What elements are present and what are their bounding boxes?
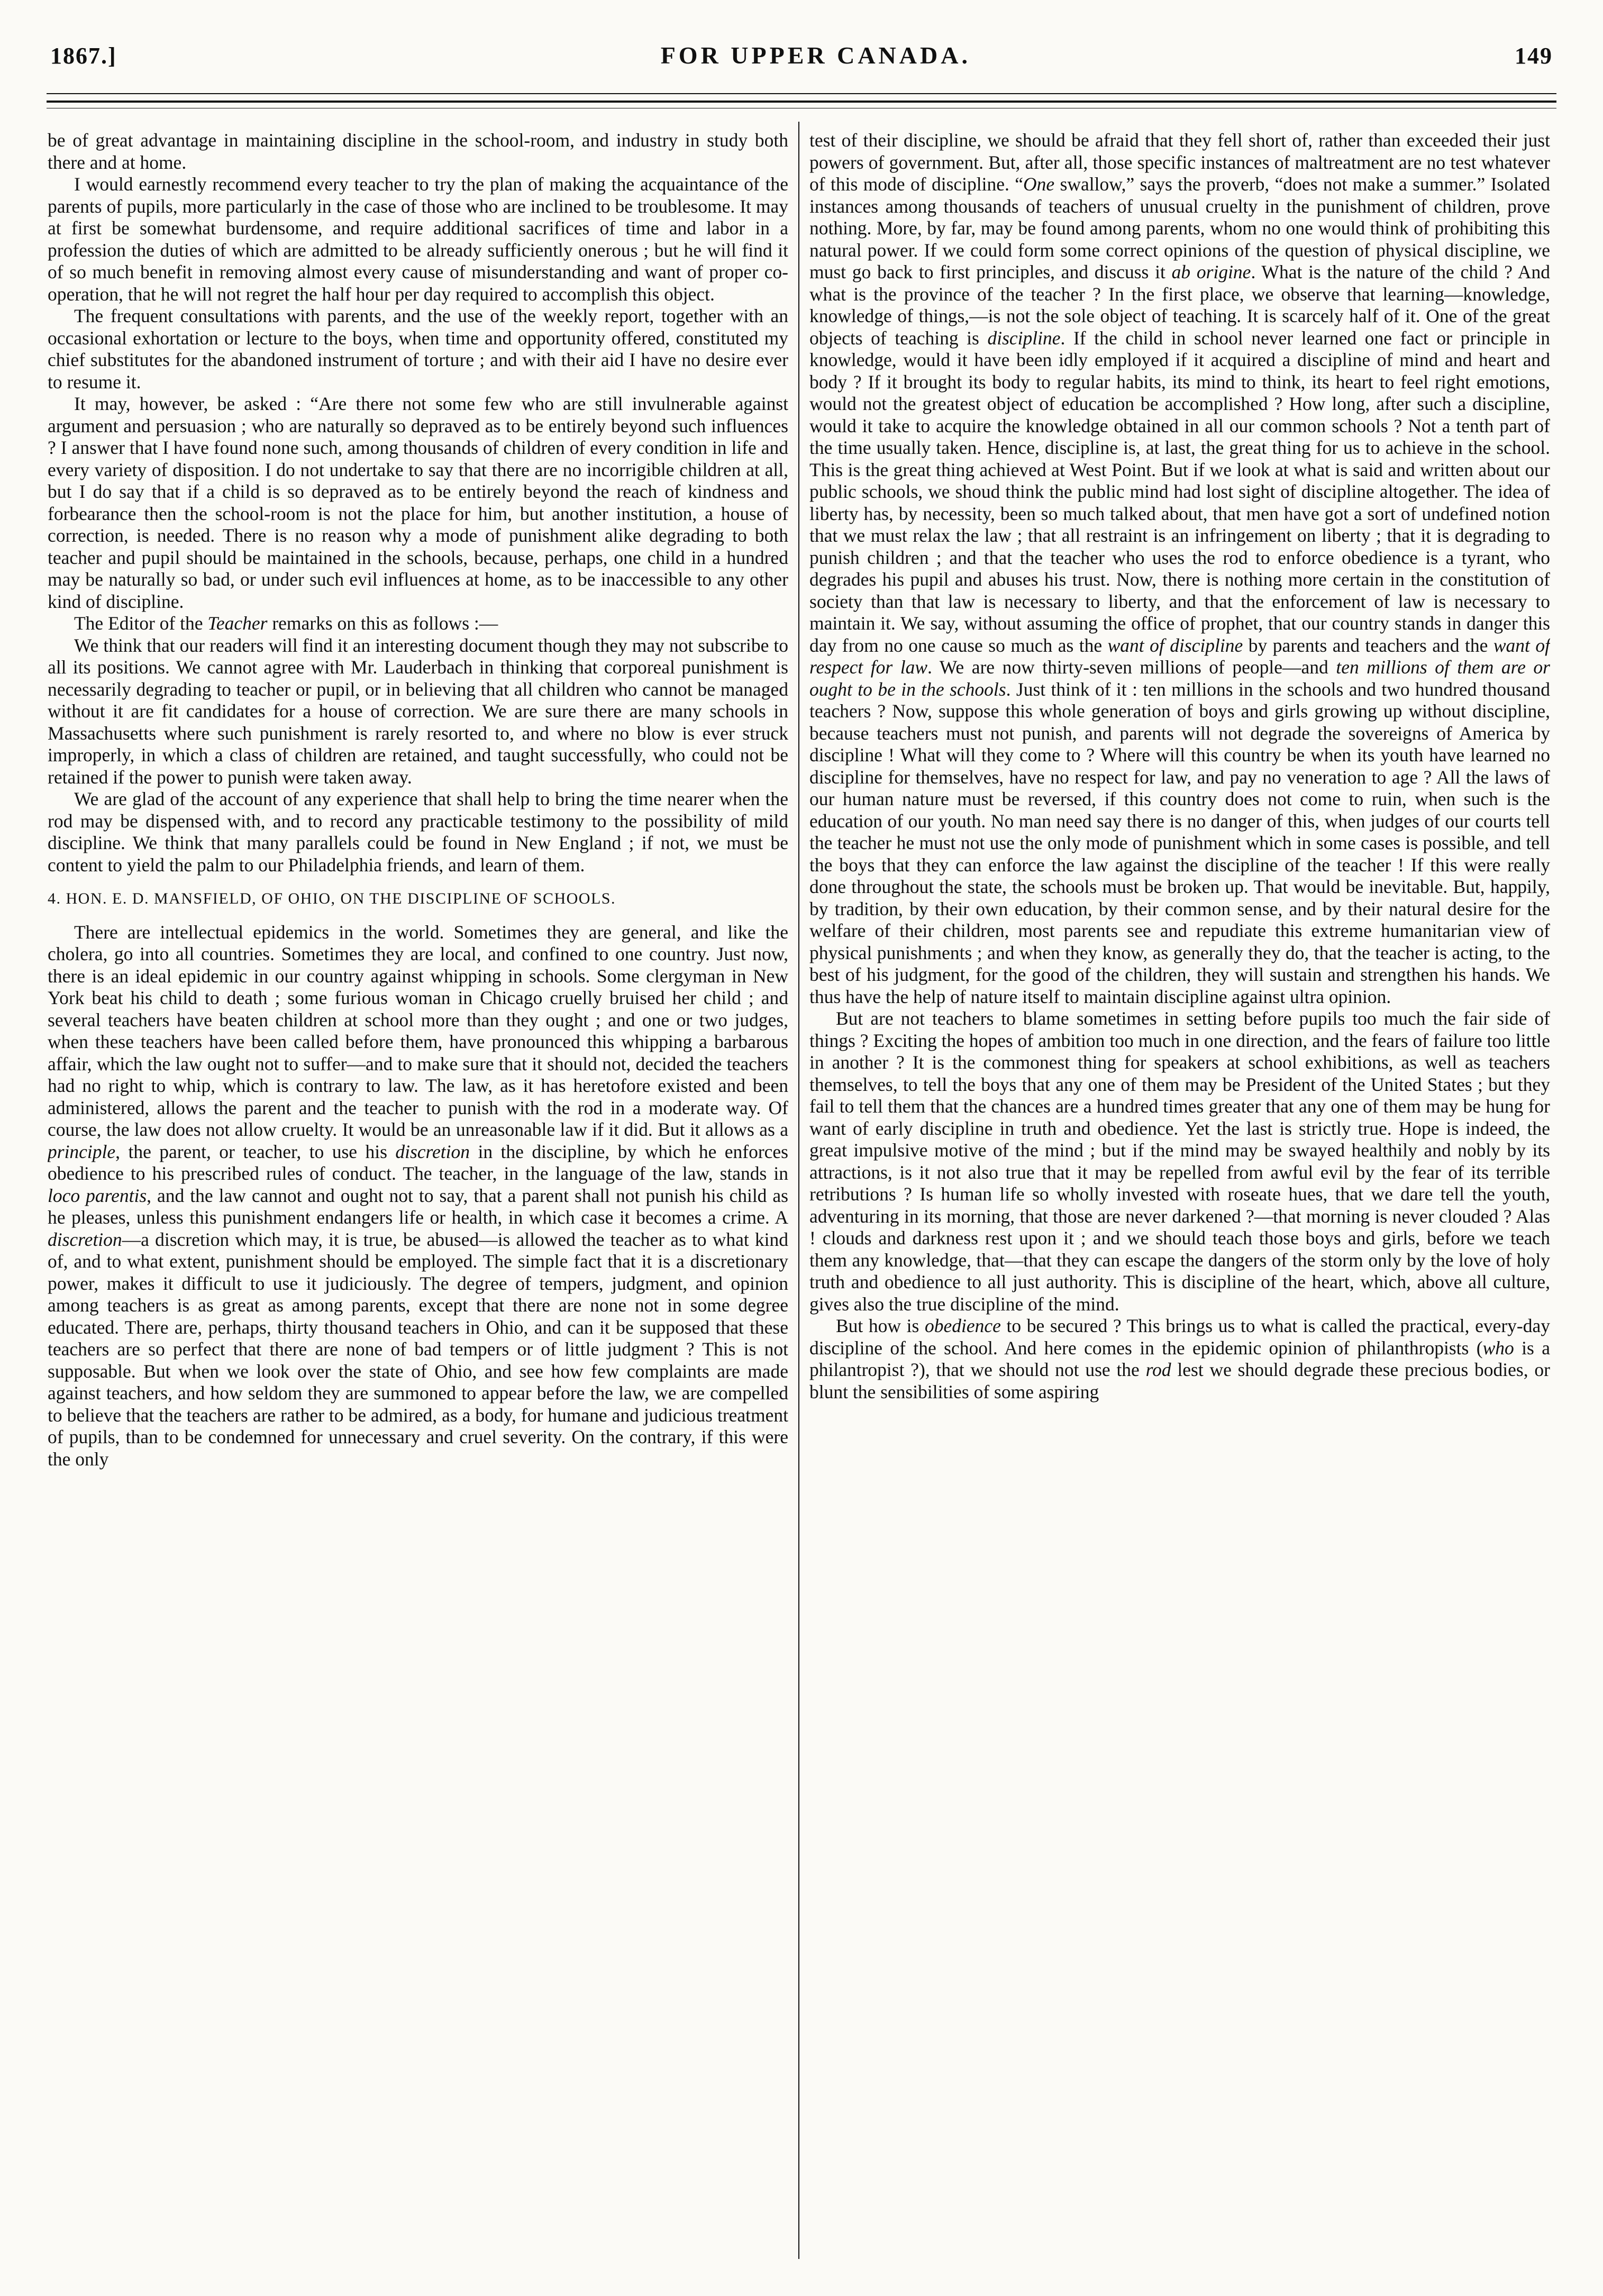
text-run: But how is	[836, 1315, 925, 1336]
italic-text: obedience	[924, 1315, 1001, 1336]
text-run: The Editor of the	[74, 613, 208, 634]
text-run: , the parent, or teacher, to use his	[115, 1141, 396, 1162]
right-column	[809, 130, 1550, 2251]
text-run: by parents and teachers and the	[1243, 634, 1493, 656]
paragraph: It may, however, be asked : “Are there not some few who are still invulnerable against argument and persuasion ; who are naturally so depraved as to be entirely beyond such influences ? I answer that I have found none such, among thousands of children of every condition in life and every variety of disposition. I do not undertake to say that there are no incorrigible children at all, but I do say that if a child is so depraved as to be entirely beyond the reach of kindness and forbearance then the school-room is not the place for him, but another institution, a house of correction, is needed. There is no reason why a mode of punishment alike degrading to both teacher and pupil should be maintained in the schools, because, perhaps, one child in a hundred may be naturally so bad, or under such evil influences at home, as to be inaccessible to any other kind of discipline.	[48, 393, 788, 612]
text-run: remarks on this as follows :—	[267, 613, 498, 634]
paragraph	[48, 922, 788, 1471]
text-run: . What is the nature of the child ? And what is the province of the teacher ? In the first place, we observe that learning—knowledge, knowledge of things,—is not the sole object of teaching. It is scarcely half of it. One of the great objects of teaching is	[809, 261, 1550, 349]
left-column	[48, 130, 788, 2251]
italic-text: rod	[1145, 1359, 1171, 1380]
text-run: , and the law cannot and ought not to say, that a parent shall not punish his child as he pleases, unless this punishment endangers life or health, in which case it becomes a crime. A	[48, 1185, 788, 1228]
paragraph: We are glad of the account of any experience that shall help to bring the time nearer when the rod may be dispensed with, and to record any practicable testimony to the possibility of mild discipline. We think that many parallels could be found in New England ; if not, we must be content to yield the palm to our Philadelphia friends, and learn of them.	[48, 788, 788, 876]
paragraph	[809, 1315, 1550, 1403]
italic-text: loco parentis	[48, 1185, 147, 1206]
text-run: is a philantropist ?), that we should not use the	[809, 1337, 1550, 1380]
page-number: 149	[1515, 43, 1553, 69]
text-run: . If the child in school never learned one fact or principle in knowledge, would it have been idly employed if it acquired a discipline of mind and heart and body ? If it brought its body to regular habits, its mind to think, its heart to feel right emotions, would not the greatest object of education be accomplished ? How long, after such a discipline, would it take to acquire the knowledge obtained in all our common schools ? Not a tenth part of the time usually taken. Hence, discipline is, at last, the great thing for us to achieve in the school. This is the great thing achieved at West Point. But if we look at what is said and written about our public schools, we shoud think the public mind had lost sight of discipline altogether. The idea of liberty has, by necessity, been so much talked about, that men have got a sort of undefined notion that we must relax the law ; that all restraint is an infringement on liberty ; that it is degrading to punish children ; and that the teacher who uses the rod to enforce obedience is a tyrant, who degrades his pupil and abuses his trust. Now, there is nothing more certain in the constitution of society than that law is necessary to liberty, and that the enforcement of law is necessary to maintain it. We say, without assuming the office of prophet, that our country stands in danger this day from no one cause so much as the	[809, 327, 1550, 656]
header-title: FOR UPPER CANADA.	[660, 42, 971, 69]
paragraph: be of great advantage in maintaining discipline in the school-room, and industry in study both there and at home.	[48, 130, 788, 173]
paragraph: I would earnestly recommend every teacher to try the plan of making the acquaintance of the parents of pupils, more particularly in the case of those who are inclined to be troublesome. It may at first be somewhat burdensome, and require additional sacrifices of time and labor in a profession the duties of which are admitted to be already sufficiently onerous ; but he will find it of so much benefit in removing almost every cause of misunderstanding and want of proper co-operation, that he will not regret the half hour per day required to accomplish this object.	[48, 174, 788, 305]
italic-text: want of respect for law	[809, 634, 1550, 678]
text-run: lest we should degrade these precious bodies, or blunt the sensibilities of some aspiring	[809, 1359, 1550, 1402]
text-run: in the discipline, by which he enforces obedience to his prescribed rules of conduct. The teacher, in the language of the law, stands in	[48, 1141, 788, 1184]
text-run: test of their discipline, we should be afraid that they fell short of, rather than exceeded their just powers of government. But, after all, those specific instances of maltreatment are no test whatever of this mode of discipline. “	[809, 130, 1550, 195]
italic-text: principle	[48, 1141, 116, 1162]
paragraph	[48, 613, 788, 635]
running-header	[50, 41, 1553, 84]
italic-text: discretion	[48, 1228, 122, 1250]
italic-text: who	[1482, 1337, 1514, 1359]
header-year: 1867.]	[50, 43, 117, 69]
section-heading: 4. HON. E. D. MANSFIELD, OF OHIO, ON THE DISCIPLINE OF SCHOOLS.	[48, 890, 616, 907]
paragraph: But are not teachers to blame sometimes in setting before pupils too much the fair side of things ? Exciting the hopes of ambition too much in one direction, and the fears of failure too little in another ? It is the commonest thing for speakers at school exhibitions, as well as teachers themselves, to tell the boys that any one of them may be President of the United States ; but they fail to tell them that the chances are a hundred times greater that any one of them may be hung for want of early discipline in truth and obedience. Yet the last is strictly true. Hope is indeed, the great impulsive motive of the mind ; but if the mind may be swayed healthily and nobly by its attractions, is it not also true that it may be repelled from awful evil by the fear of its terrible retributions ? Is human life so wholly invested with roseate hues, that we dare tell the youth, adventuring in its morning, that those are never darkened ?—that morning is never clouded ? Alas ! clouds and darkness rest upon it ; and we should teach those boys and girls, before we teach them any knowledge, that—that they can escape the dangers of the storm only by the love of holy truth and obedience to all just authority. This is discipline of the heart, which, above all culture, gives also the true discipline of the mind.	[809, 1008, 1550, 1315]
paragraph	[809, 130, 1550, 1008]
text-run: to be secured ? This brings us to what is called the practical, every-day discipline of the school. And here comes in the epidemic opinion of philanthropists (	[809, 1315, 1550, 1359]
paragraph: We think that our readers will find it an interesting document though they may not subscribe to all its positions. We cannot agree with Mr. Lauderbach in thinking that corporeal punishment is necessarily degrading to teacher or pupil, or in believing that all children who cannot be managed without it are fit candidates for a house of correction. We are sure there are many schools in Massachusetts where such punishment is rarely resorted to, and where no blow is ever struck improperly, in which a class of children are retained, and taught successfully, who could not be retained if the power to punish were taken away.	[48, 634, 788, 788]
italic-text: ten millions of them are or ought to be in the schools	[809, 657, 1550, 700]
text-run: swallow,” says the proverb, “does not make a summer.” Isolated instances among thousands of teachers of unusual cruelty in the punishment of children, prove nothing. More, by far, may be found among parents, whom no one would think of prohibiting this natural power. If we could form some correct opinions of the question of physical discipline, we must go back to first principles, and discuss it	[809, 174, 1550, 283]
italic-text: want of discipline	[1107, 634, 1243, 656]
text-run: . We are now thirty-seven millions of people—and	[927, 657, 1336, 678]
italic-text: One	[1023, 174, 1055, 195]
text-run: . Just think of it : ten millions in the schools and two hundred thousand teachers ? Now, suppose this whole generation of boys and girls growing up without discipline, because teachers must not punish, and parents will not degrade the sovereigns of America by discipline ! What will they come to ? Where will this country be when its youth have learned no discipline for themselves, have no respect for law, and pay no veneration to age ? All the laws of our human nature must be reversed, if this country does not come to ruin, when such is the education of our youth. No man need say there is no danger of this, when judges of our courts tell the teacher he must not use the only mode of punishment which in some cases is possible, and tell the boys that they can enforce the law against the discipline of the teacher ! If this were really done throughout the state, the schools must be broken up. That would be inevitable. But, happily, by tradition, by their own education, by their common sense, and by their natural desire for the welfare of their children, most parents see and repudiate this extreme humanitarian view of physical punishments ; and when they know, as generally they do, that the teacher is acting, to the best of his judgment, for the good of the children, they will sustain and strengthen his hands. We thus have the help of nature itself to maintain discipline against ultra opinion.	[809, 678, 1550, 1007]
text-run: —a discretion which may, it is true, be abused—is allowed the teacher as to what kind of, and to what extent, punishment should be employed. The simple fact that it is a discretionary power, makes it difficult to use it judiciously. The degree of tempers, judgment, and opinion among teachers is as great as among parents, except that there are none not in some degree educated. There are, perhaps, thirty thousand teachers in Ohio, and can it be supposed that these teachers are so perfect that there are none of bad tempers or of little judgment ? This is not supposable. But when we look over the state of Ohio, and see how few complaints are made against teachers, and how seldom they are summoned to appear before the law, we are compelled to believe that the teachers are rather to be admired, as a body, for humane and judicious treatment of pupils, than to be condemned for unnecessary and cruel severity. On the contrary, if this were the only	[48, 1228, 788, 1470]
header-rule	[47, 93, 1556, 94]
italic-text: ab origine	[1171, 261, 1251, 283]
column-divider	[798, 122, 799, 2259]
header-rule-thick	[47, 101, 1556, 103]
italic-text: discretion	[395, 1141, 470, 1162]
paragraph: The frequent consultations with parents, and the use of the weekly report, together with an occasional exhortation or lecture to the boys, when time and opportunity offered, constituted my chief substitutes for the abandoned instrument of torture ; and with their aid I have no desire ever to resume it.	[48, 305, 788, 393]
text-run: There are intellectual epidemics in the world. Sometimes they are general, and like the cholera, go into all countries. Sometimes they are local, and confined to one country. Just now, there is an ideal epidemic in our country against whipping in schools. Some clergyman in New York beat his child to death ; some furious woman in Chicago cruelly bruised her child ; and several teachers have beaten children at school more than they ought ; and one or two judges, when these teachers have been called before them, have pronounced this whipping a barbarous affair, which the law ought not to suffer—and to make sure that it should not, decided the teachers had no right to whip, which is contrary to law. The law, as it has heretofore existed and been administered, allows the parent and the teacher to punish with the rod in a moderate way. Of course, the law does not allow cruelty. It would be an unreasonable law if it did. But it allows as a	[48, 921, 788, 1140]
italic-text: discipline	[987, 327, 1061, 349]
italic-text: Teacher	[207, 613, 268, 634]
